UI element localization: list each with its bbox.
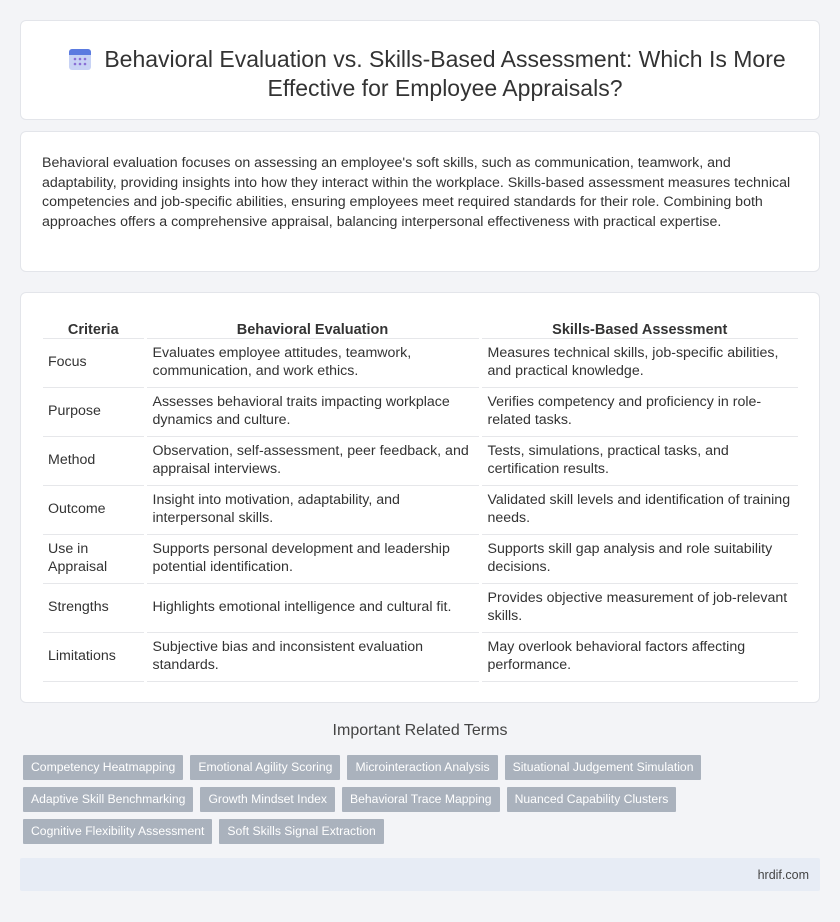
behavioral-cell: Assesses behavioral traits impacting workplace dynamics and culture. [145, 387, 480, 436]
header-criteria: Criteria [43, 314, 145, 338]
related-term-tag[interactable]: Cognitive Flexibility Assessment [23, 819, 212, 844]
related-terms-heading: Important Related Terms [332, 722, 508, 739]
intro-paragraph: Behavioral evaluation focuses on assessing an employee's soft skills, such as communication, teamwork, and adaptability, providing insights into how they interact within the workplace. Skills-based assessment measures technical competencies and job-specific abilities, ensuring employees meet required standards for their role. Combining both approaches offers a comprehensive appraisal, balancing interpersonal effectiveness with practical expertise. [42, 155, 791, 230]
behavioral-cell: Supports personal development and leadership potential identification. [145, 534, 480, 583]
table-row [43, 485, 798, 534]
related-term-tag[interactable]: Emotional Agility Scoring [190, 755, 340, 780]
header-skills-based-assessment: Skills-Based Assessment [480, 314, 798, 338]
related-term-tag[interactable]: Microinteraction Analysis [347, 755, 497, 780]
criteria-cell: Outcome [43, 485, 145, 534]
skills-cell: May overlook behavioral factors affecting performance. [480, 632, 798, 681]
table-row [43, 436, 798, 485]
criteria-cell: Focus [43, 338, 145, 387]
criteria-cell: Purpose [43, 387, 145, 436]
table-row [43, 583, 798, 632]
footer-site[interactable]: hrdif.com [757, 868, 809, 882]
skills-cell: Tests, simulations, practical tasks, and certification results. [480, 436, 798, 485]
tag-row [23, 755, 813, 780]
related-term-tag[interactable]: Adaptive Skill Benchmarking [23, 787, 193, 812]
behavioral-cell: Insight into motivation, adaptability, and interpersonal skills. [145, 485, 480, 534]
title-card [20, 20, 820, 120]
behavioral-cell: Subjective bias and inconsistent evaluation standards. [145, 632, 480, 681]
footer-bar [20, 858, 820, 891]
tag-row [23, 787, 813, 812]
table-row [43, 338, 798, 387]
behavioral-cell: Highlights emotional intelligence and cultural fit. [145, 583, 480, 632]
skills-cell: Verifies competency and proficiency in role-related tasks. [480, 387, 798, 436]
skills-cell: Measures technical skills, job-specific abilities, and practical knowledge. [480, 338, 798, 387]
related-term-tag[interactable]: Soft Skills Signal Extraction [219, 819, 383, 844]
skills-cell: Provides objective measurement of job-relevant skills. [480, 583, 798, 632]
criteria-cell: Strengths [43, 583, 145, 632]
table-row [43, 387, 798, 436]
tag-row [23, 819, 813, 844]
table-row [43, 632, 798, 681]
calendar-icon [67, 46, 93, 72]
criteria-cell: Method [43, 436, 145, 485]
related-term-tag[interactable]: Competency Heatmapping [23, 755, 183, 780]
criteria-cell: Use in Appraisal [43, 534, 145, 583]
related-term-tag[interactable]: Nuanced Capability Clusters [507, 787, 677, 812]
comparison-table-card [20, 292, 820, 703]
header-behavioral-evaluation: Behavioral Evaluation [145, 314, 480, 338]
skills-cell: Validated skill levels and identification of training needs. [480, 485, 798, 534]
behavioral-cell: Evaluates employee attitudes, teamwork, communication, and work ethics. [145, 338, 480, 387]
table-row [43, 534, 798, 583]
criteria-cell: Limitations [43, 632, 145, 681]
related-term-tag[interactable]: Behavioral Trace Mapping [342, 787, 500, 812]
related-terms-list [23, 755, 813, 851]
skills-cell: Supports skill gap analysis and role suitability decisions. [480, 534, 798, 583]
comparison-table [43, 314, 798, 682]
related-term-tag[interactable]: Growth Mindset Index [200, 787, 335, 812]
related-term-tag[interactable]: Situational Judgement Simulation [505, 755, 702, 780]
behavioral-cell: Observation, self-assessment, peer feedback, and appraisal interviews. [145, 436, 480, 485]
table-header-row [43, 314, 798, 338]
intro-card [20, 131, 820, 272]
page-title: Behavioral Evaluation vs. Skills-Based Assessment: Which Is More Effective for Employee Appraisals? [104, 46, 786, 101]
